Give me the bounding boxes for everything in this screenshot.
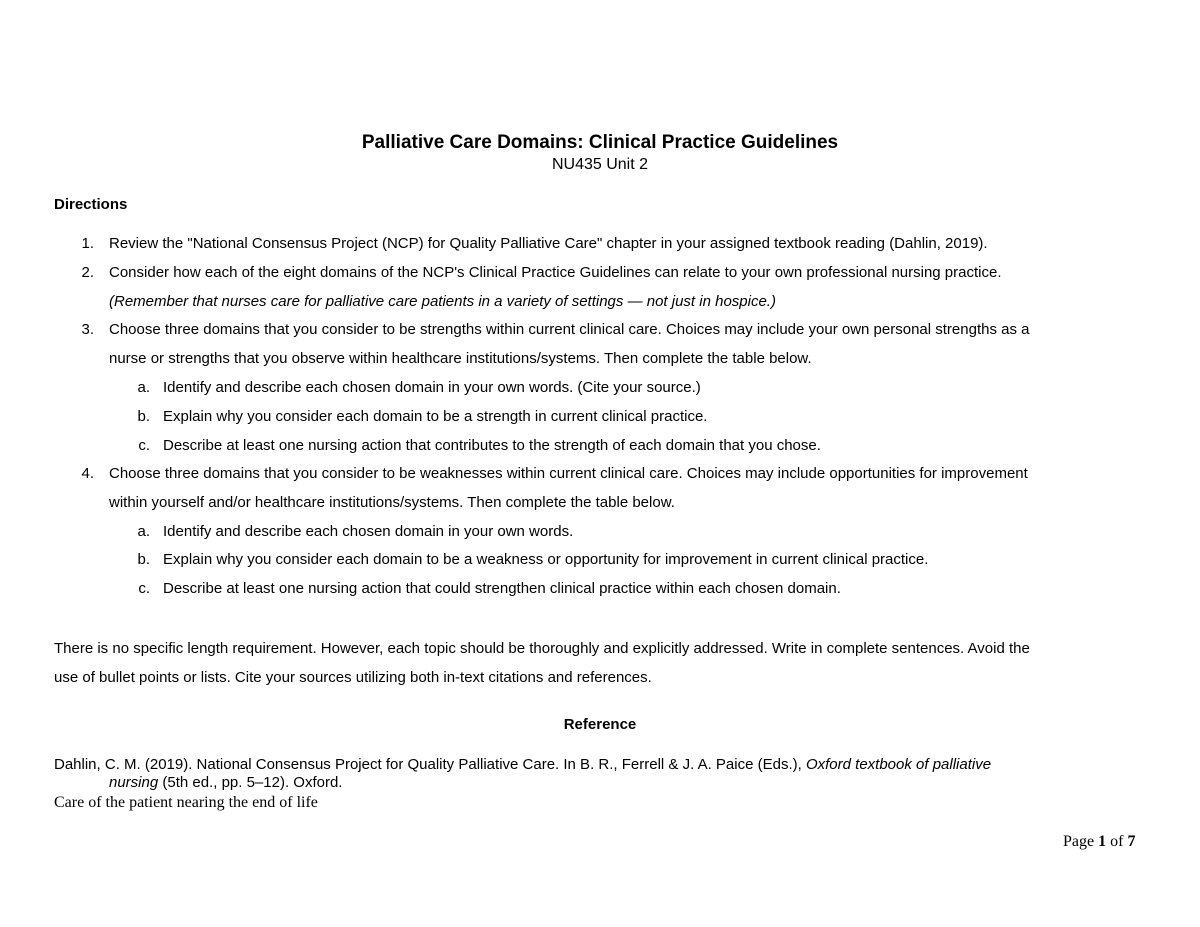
list-item-text: Choose three domains that you consider to be strengths within current clinical care. Choices may include your own personal strengths as a xyxy=(109,321,1030,338)
reference-entry-continuation xyxy=(109,774,342,792)
reference-text: Dahlin, C. M. (2019). National Consensus Project for Quality Palliative Care. In B. R., Ferrell & J. A. Paice (Eds.), xyxy=(54,756,806,773)
list-item-text: nurse or strengths that you observe within healthcare institutions/systems. Then complete the table below. xyxy=(109,350,812,367)
list-item-text: within yourself and/or healthcare institutions/systems. Then complete the table below. xyxy=(109,494,675,511)
body-paragraph-line: There is no specific length requirement. However, each topic should be thoroughly and explicitly addressed. Write in complete sentences. Avoid the xyxy=(54,640,1030,657)
list-number: 1. xyxy=(81,235,94,252)
page-title: Palliative Care Domains: Clinical Practice Guidelines xyxy=(361,132,839,153)
list-item-text: Choose three domains that you consider to be weaknesses within current clinical care. Choices may include opportunities for improvement xyxy=(109,465,1028,482)
current-page: 1 xyxy=(1098,833,1107,850)
sublist-item-text: Explain why you consider each domain to be a weakness or opportunity for improvement in current clinical practice. xyxy=(163,551,929,568)
list-item-text: Consider how each of the eight domains of the NCP's Clinical Practice Guidelines can relate to your own professional nursing practice. xyxy=(109,264,1002,281)
reference-book-title: nursing xyxy=(109,774,159,791)
page-number xyxy=(1063,833,1135,851)
sublist-item-text: Describe at least one nursing action that contributes to the strength of each domain that you chose. xyxy=(163,437,821,454)
list-number: 3. xyxy=(81,321,94,338)
directions-heading: Directions xyxy=(54,196,128,213)
sublist-item-text: Describe at least one nursing action that could strengthen clinical practice within each chosen domain. xyxy=(163,580,841,597)
list-number: 2. xyxy=(81,264,94,281)
reference-text: (5th ed., pp. 5–12). Oxford. xyxy=(158,774,343,791)
sublist-item-text: Explain why you consider each domain to be a strength in current clinical practice. xyxy=(163,408,708,425)
sublist-letter: b. xyxy=(137,408,150,425)
sublist-letter: c. xyxy=(138,580,150,597)
sublist-item-text: Identify and describe each chosen domain in your own words. (Cite your source.) xyxy=(163,379,701,396)
page-of-label: of xyxy=(1106,833,1128,850)
list-item-note: (Remember that nurses care for palliative care patients in a variety of settings — not just in hospice.) xyxy=(109,293,776,310)
list-number: 4. xyxy=(81,465,94,482)
body-paragraph-line: use of bullet points or lists. Cite your sources utilizing both in-text citations and references. xyxy=(54,669,652,686)
reference-book-title: Oxford textbook of palliative xyxy=(805,756,992,773)
list-item-text: Review the "National Consensus Project (NCP) for Quality Palliative Care" chapter in your assigned textbook reading (Dahlin, 2019). xyxy=(109,235,988,252)
footer-note: Care of the patient nearing the end of life xyxy=(54,794,318,811)
sublist-item-text: Identify and describe each chosen domain in your own words. xyxy=(163,523,574,540)
sublist-letter: c. xyxy=(138,437,150,454)
sublist-letter: b. xyxy=(137,551,150,568)
page-subtitle: NU435 Unit 2 xyxy=(551,156,649,173)
reference-heading: Reference xyxy=(563,716,637,733)
total-pages: 7 xyxy=(1127,833,1136,850)
page-label: Page xyxy=(1063,833,1099,850)
sublist-letter: a. xyxy=(137,523,150,540)
reference-entry xyxy=(54,756,991,774)
sublist-letter: a. xyxy=(137,379,150,396)
